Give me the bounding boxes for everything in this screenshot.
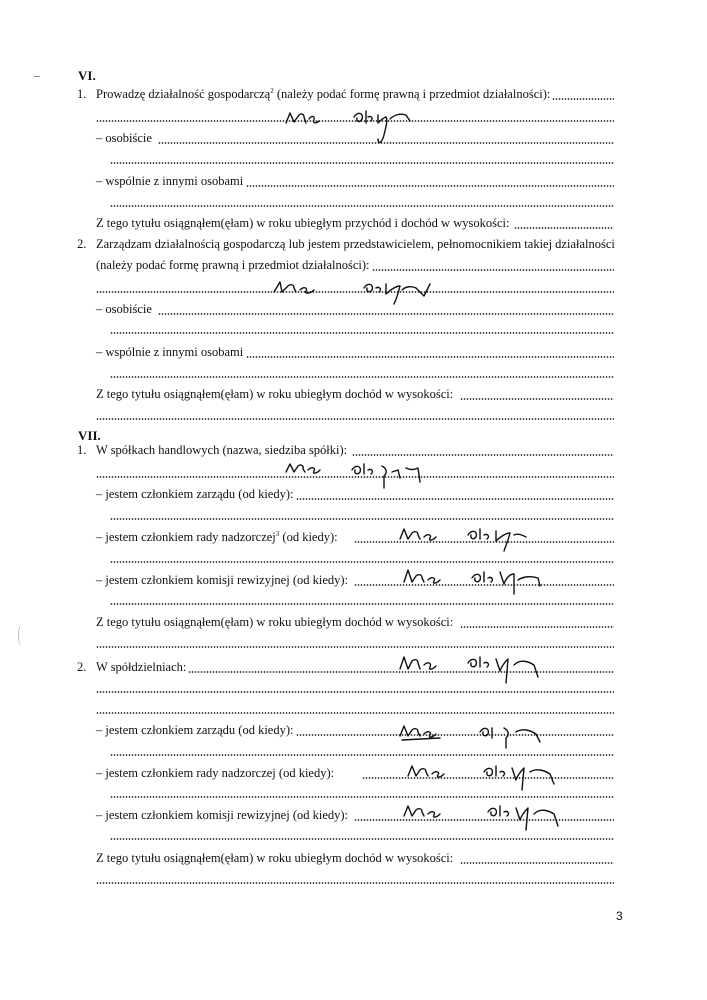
handwritten-entry-vi-1 [282,105,422,151]
vii-item1-board-field[interactable] [296,498,614,500]
handwritten-entry-vi-2 [270,276,440,306]
vi-item2-personally-label: – osobiście [96,302,152,316]
vii-item2-income-field-2[interactable] [96,882,614,884]
vii-item2-supervisory-label: – jestem członkiem rady nadzorczej (od kiedy): [96,766,335,780]
vii-item2-income-label: Z tego tytułu osiągnąłem(ęłam) w roku ubiegłym dochód w wysokości: [96,851,454,865]
vii-item1-board-field-2[interactable] [110,518,614,520]
vii-item2-board-label: – jestem członkiem zarządu (od kiedy): [96,723,294,737]
vi-item1-income-field[interactable] [514,227,614,229]
vi-item2-text-line2: (należy podać formę prawną i przedmiot działalności): [96,258,370,272]
vi-item1-jointly-field-2[interactable] [110,205,614,207]
handwritten-entry-vii-1-supervisory [396,523,536,553]
scan-speck [34,76,40,77]
vii-item2-fill-line-2[interactable] [96,691,614,693]
vi-item1-personally-label: – osobiście [96,131,152,145]
vi-item2-personally-field-2[interactable] [110,332,614,334]
vi-item1-jointly-label: – wspólnie z innymi osobami [96,174,244,188]
vii-item1-number: 1. [77,443,87,457]
handwritten-entry-vii-1-audit [400,566,550,598]
vi-item2-fill-line[interactable] [372,269,614,271]
vii-item2-fill-line-3[interactable] [96,712,614,714]
vii-item2-audit-label: – jestem członkiem komisji rewizyjnej (od kiedy): [96,808,349,822]
vii-item1-audit-label: – jestem członkiem komisji rewizyjnej (od kiedy): [96,573,349,587]
vi-item2-income-field-2[interactable] [96,418,614,420]
vii-item1-income-field[interactable] [460,626,614,628]
vi-item1-text: Prowadzę działalność gospodarczą$^2$ (należy podać formę prawną i przedmiot działalności): [96,86,551,101]
vii-item2-number: 2. [77,660,87,674]
handwritten-entry-vii-2 [396,651,546,687]
vi-item2-personally-field[interactable] [158,313,614,315]
vii-item1-text: W spółkach handlowych (nazwa, siedziba spółki): [96,443,348,457]
vii-item1-board-label: – jestem członkiem zarządu (od kiedy): [96,487,294,501]
page-number: 3 [616,909,623,923]
vii-item1-income-field-2[interactable] [96,646,614,648]
vii-item1-audit-field-2[interactable] [110,603,614,605]
handwritten-entry-vii-2-board [396,720,556,750]
handwritten-entry-vii-2-audit [400,800,570,834]
vii-item1-supervisory-label: – jestem członkiem rady nadzorczej$^3$ (od kiedy): [96,529,338,544]
vi-item2-jointly-field-2[interactable] [110,376,614,378]
vii-item2-income-field[interactable] [460,862,614,864]
vii-item1-income-label: Z tego tytułu osiągnąłem(ęłam) w roku ubiegłym dochód w wysokości: [96,615,454,629]
vi-item1-fill-line[interactable] [552,98,614,100]
vi-item1-income-label: Z tego tytułu osiągnąłem(ęłam) w roku ubiegłym przychód i dochód w wysokości: [96,216,510,230]
vii-item1-supervisory-field-2[interactable] [110,561,614,563]
vi-item2-jointly-label: – wspólnie z innymi osobami [96,345,244,359]
section-vii-heading: VII. [78,428,101,443]
vii-item2-board-field-2[interactable] [110,754,614,756]
vi-item2-income-field[interactable] [460,398,614,400]
vi-item1-personally-field-2[interactable] [110,162,614,164]
vi-item2-number: 2. [77,237,87,251]
section-vi-heading: VI. [78,68,96,83]
vi-item2-text-line1: Zarządzam działalnością gospodarczą lub jestem przedstawicielem, pełnomocnikiem takiej działalności [96,237,615,251]
vii-item2-supervisory-field-2[interactable] [110,796,614,798]
vi-item2-jointly-field[interactable] [246,356,614,358]
vii-item1-fill-line[interactable] [352,454,614,456]
handwritten-entry-vii-2-supervisory [404,760,564,792]
vi-item2-income-label: Z tego tytułu osiągnąłem(ęłam) w roku ubiegłym dochód w wysokości: [96,387,454,401]
scan-mark-left [18,624,25,646]
vi-item1-jointly-field[interactable] [246,185,614,187]
vii-item2-text: W spółdzielniach: [96,660,187,674]
handwritten-entry-vii-1 [282,458,442,498]
vii-item2-audit-field-2[interactable] [110,838,614,840]
vi-item1-number: 1. [77,87,87,101]
